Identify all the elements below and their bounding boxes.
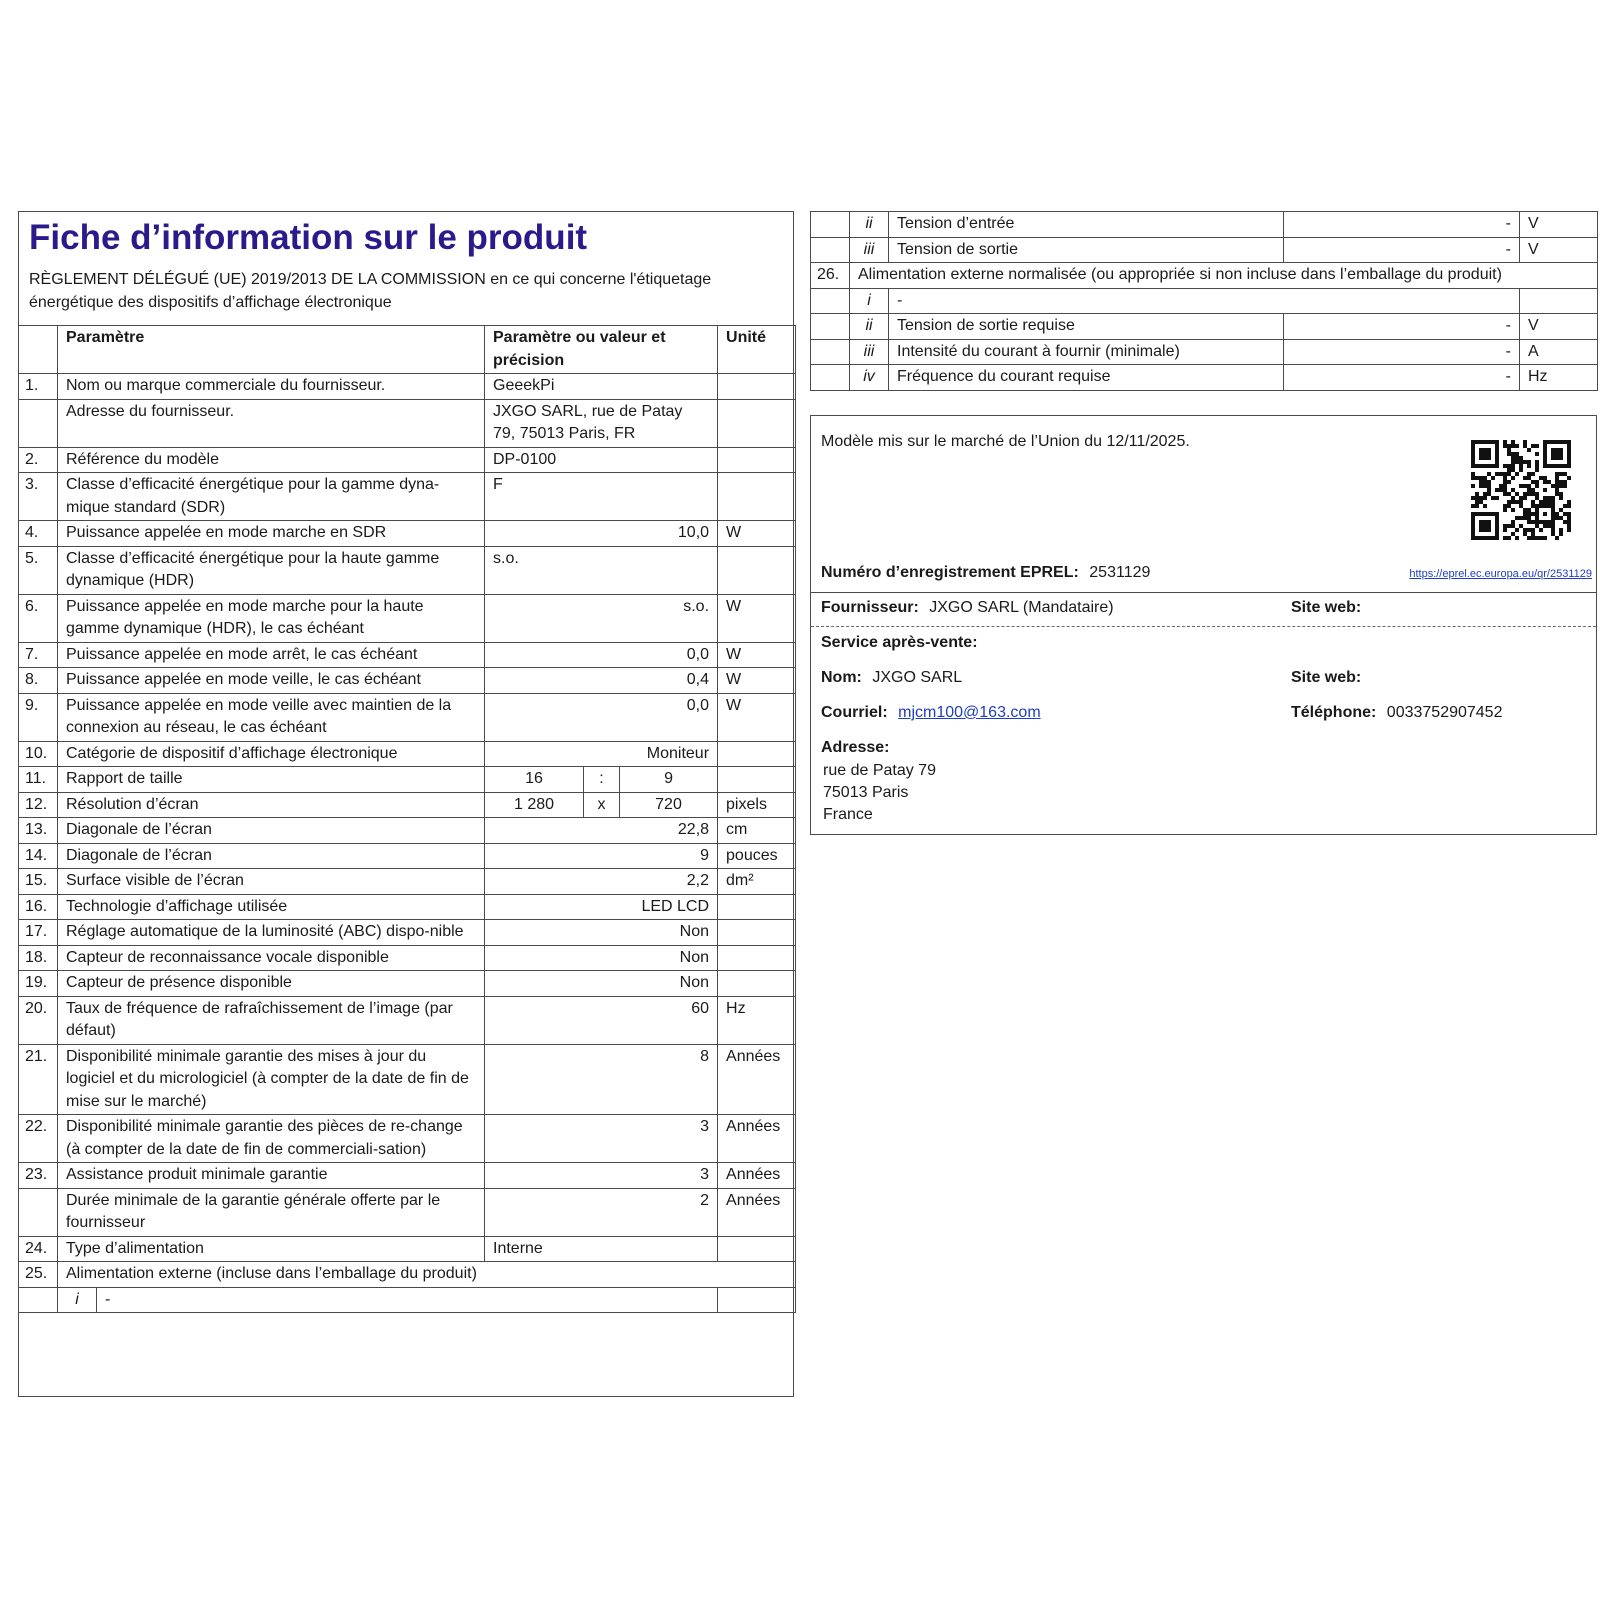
table-row (19, 374, 796, 400)
row-value: s.o. (485, 594, 718, 642)
table-row (19, 1044, 796, 1115)
row-unit: W (718, 594, 796, 642)
row-number: 24. (19, 1236, 58, 1262)
row-value: - (1284, 237, 1520, 263)
row-unit: A (1520, 339, 1598, 365)
row-number: 6. (19, 594, 58, 642)
table-row (19, 843, 796, 869)
table-row (19, 1163, 796, 1189)
row-unit: Hz (1520, 365, 1598, 391)
row-number: 15. (19, 869, 58, 895)
table-row (19, 447, 796, 473)
table-row (19, 971, 796, 997)
table-row (811, 365, 1598, 391)
sub-index: i (58, 1288, 97, 1313)
table-row (19, 668, 796, 694)
power-supply-table (810, 211, 1598, 391)
row-label: Disponibilité minimale garantie des mises à jour du logiciel et du micrologiciel (à compter de la date de fin de mise sur le marché) (58, 1044, 485, 1115)
row-value: Non (485, 945, 718, 971)
table-row (811, 288, 1598, 314)
row-value: 22,8 (485, 818, 718, 844)
address-block (823, 760, 936, 826)
row-label: Capteur de présence disponible (58, 971, 485, 997)
row-value: Interne (485, 1236, 718, 1262)
row-label: Tension de sortie (889, 237, 1284, 263)
row-number: 21. (19, 1044, 58, 1115)
row-number (811, 237, 850, 263)
row-label: Fréquence du courant requise (889, 365, 1284, 391)
market-date-text: Modèle mis sur le marché de l’Union du 12/11/2025. (821, 433, 1190, 450)
email-link[interactable]: mjcm100@163.com (898, 704, 1041, 721)
row-unit (718, 447, 796, 473)
row-unit: cm (718, 818, 796, 844)
sub-text: - (105, 1290, 111, 1308)
row-number: 4. (19, 521, 58, 547)
row-value: 9 (485, 843, 718, 869)
row-unit: W (718, 668, 796, 694)
row-label: Intensité du courant à fournir (minimale) (889, 339, 1284, 365)
row-unit (718, 546, 796, 594)
row-unit (718, 894, 796, 920)
row-unit (718, 945, 796, 971)
row-number: 18. (19, 945, 58, 971)
row-label: Disponibilité minimale garantie des pièces de re-change (à compter de la date de fin de commerciali-sation) (58, 1115, 485, 1163)
row-unit: V (1520, 314, 1598, 340)
product-info-sheet (18, 211, 794, 1397)
sub-index: ii (850, 314, 889, 340)
table-row (811, 339, 1598, 365)
row-unit (1520, 288, 1598, 314)
row-number: 25. (19, 1262, 58, 1288)
table-row (19, 473, 796, 521)
row-unit (718, 767, 796, 793)
table-row (19, 1188, 796, 1236)
phone-value: 0033752907452 (1386, 704, 1503, 721)
row-value: Moniteur (485, 741, 718, 767)
row-value-a: 1 280 (485, 792, 584, 818)
row-number (19, 399, 58, 447)
table-row (19, 521, 796, 547)
address-line: France (823, 806, 873, 823)
row-label: Puissance appelée en mode veille avec maintien de la connexion au réseau, le cas échéant (58, 693, 485, 741)
row-label: Tension d’entrée (889, 212, 1284, 238)
row-number: 23. (19, 1163, 58, 1189)
row-value: - (1284, 314, 1520, 340)
row-value: GeeekPi (485, 374, 718, 400)
address-label: Adresse: (821, 739, 890, 756)
row-value: 0,0 (485, 642, 718, 668)
row-number (811, 339, 850, 365)
row-label: Référence du modèle (58, 447, 485, 473)
eprel-number: 2531129 (1089, 564, 1151, 581)
row-unit: W (718, 642, 796, 668)
table-row (19, 693, 796, 741)
row-unit: Années (718, 1188, 796, 1236)
qr-code-icon[interactable] (1471, 440, 1571, 540)
website-label-2: Site web: (1291, 669, 1362, 686)
row-number: 22. (19, 1115, 58, 1163)
row-label: Nom ou marque commerciale du fournisseur. (58, 374, 485, 400)
supplier-label: Fournisseur: (821, 599, 919, 616)
table-row (811, 314, 1598, 340)
phone-label: Téléphone: (1291, 704, 1377, 721)
header-value: Paramètre ou valeur et précision (485, 326, 718, 374)
table-row (19, 945, 796, 971)
row-value: Non (485, 971, 718, 997)
row-unit (718, 473, 796, 521)
row-value: 0,0 (485, 693, 718, 741)
table-row (19, 818, 796, 844)
row-value-sep: : (584, 767, 620, 793)
sub-index: iii (850, 237, 889, 263)
row-value-sep: x (584, 792, 620, 818)
row-value: 3 (485, 1115, 718, 1163)
row-value: 3 (485, 1163, 718, 1189)
row-number (19, 1287, 58, 1313)
row-number: 13. (19, 818, 58, 844)
row-label: Puissance appelée en mode arrêt, le cas échéant (58, 642, 485, 668)
row-unit (718, 741, 796, 767)
row-unit: W (718, 521, 796, 547)
row-label: Réglage automatique de la luminosité (ABC) dispo-nible (58, 920, 485, 946)
row-value: F (485, 473, 718, 521)
service-label: Service après-vente: (821, 634, 978, 651)
table-row (19, 1262, 796, 1288)
eprel-label: Numéro d’enregistrement EPREL: (821, 564, 1079, 581)
table-row (811, 212, 1598, 238)
table-row (19, 792, 796, 818)
registration-box (810, 415, 1597, 835)
row-label: Assistance produit minimale garantie (58, 1163, 485, 1189)
row-value: 8 (485, 1044, 718, 1115)
table-header-row (19, 326, 796, 374)
row-number: 16. (19, 894, 58, 920)
row-label: Surface visible de l’écran (58, 869, 485, 895)
row-number: 5. (19, 546, 58, 594)
row-unit: V (1520, 212, 1598, 238)
row-value: Non (485, 920, 718, 946)
table-row (19, 546, 796, 594)
row-number: 3. (19, 473, 58, 521)
row-value: 60 (485, 996, 718, 1044)
row-value: DP-0100 (485, 447, 718, 473)
row-label: Type d’alimentation (58, 1236, 485, 1262)
table-row (19, 1287, 796, 1313)
regulation-subtitle: RÈGLEMENT DÉLÉGUÉ (UE) 2019/2013 DE LA COMMISSION en ce qui concerne l'étiquetage énergétique des dispositifs d’affichage électronique (29, 271, 712, 311)
row-number (19, 1188, 58, 1236)
row-label: Adresse du fournisseur. (58, 399, 485, 447)
row-label: Classe d’efficacité énergétique pour la gamme dyna-mique standard (SDR) (58, 473, 485, 521)
row-unit (718, 1236, 796, 1262)
row-value: - (1284, 339, 1520, 365)
name-label: Nom: (821, 669, 862, 686)
row-unit: Années (718, 1163, 796, 1189)
eprel-link[interactable]: https://eprel.ec.europa.eu/qr/2531129 (1409, 568, 1592, 580)
row-number: 26. (811, 263, 850, 289)
row-label: Puissance appelée en mode marche pour la haute gamme dynamique (HDR), le cas échéant (58, 594, 485, 642)
row-value-b: 9 (620, 767, 718, 793)
table-row (811, 263, 1598, 289)
table-row (19, 920, 796, 946)
row-label: Rapport de taille (58, 767, 485, 793)
row-value: LED LCD (485, 894, 718, 920)
address-line: 75013 Paris (823, 784, 909, 801)
email-label: Courriel: (821, 704, 888, 721)
name-value: JXGO SARL (872, 669, 963, 686)
row-number: 14. (19, 843, 58, 869)
row-label: Diagonale de l’écran (58, 818, 485, 844)
row-number: 7. (19, 642, 58, 668)
row-unit: V (1520, 237, 1598, 263)
row-value: s.o. (485, 546, 718, 594)
row-unit (718, 920, 796, 946)
table-row (19, 741, 796, 767)
row-value: - (1284, 212, 1520, 238)
dashed-divider (811, 626, 1596, 627)
row-unit (718, 399, 796, 447)
header-param: Paramètre (58, 326, 485, 374)
row-unit: dm² (718, 869, 796, 895)
sub-index: iv (850, 365, 889, 391)
row-number (811, 212, 850, 238)
row-label: Technologie d’affichage utilisée (58, 894, 485, 920)
row-label: Puissance appelée en mode veille, le cas échéant (58, 668, 485, 694)
row-number: 1. (19, 374, 58, 400)
parameter-table (18, 325, 796, 1313)
row-number: 19. (19, 971, 58, 997)
row-number: 2. (19, 447, 58, 473)
row-number: 10. (19, 741, 58, 767)
row-label: Classe d’efficacité énergétique pour la haute gamme dynamique (HDR) (58, 546, 485, 594)
table-row (19, 1115, 796, 1163)
header-num (19, 326, 58, 374)
sub-index: ii (850, 212, 889, 238)
row-unit: Hz (718, 996, 796, 1044)
row-number (811, 314, 850, 340)
row-value: JXGO SARL, rue de Patay 79, 75013 Paris, FR (485, 399, 718, 447)
sub-index: iii (850, 339, 889, 365)
header-unit: Unité (718, 326, 796, 374)
row-label: Durée minimale de la garantie générale offerte par le fournisseur (58, 1188, 485, 1236)
row-unit: pixels (718, 792, 796, 818)
row-number (811, 365, 850, 391)
supplier-value: JXGO SARL (Mandataire) (929, 599, 1114, 616)
row-value: 2,2 (485, 869, 718, 895)
row-unit: Années (718, 1115, 796, 1163)
row-number: 11. (19, 767, 58, 793)
address-line: rue de Patay 79 (823, 762, 936, 779)
table-row (19, 894, 796, 920)
row-unit: W (718, 693, 796, 741)
row-number: 8. (19, 668, 58, 694)
table-row (19, 642, 796, 668)
row-label: Alimentation externe normalisée (ou appropriée si non incluse dans l’emballage du produit) (850, 263, 1598, 289)
table-row (19, 594, 796, 642)
row-unit: Années (718, 1044, 796, 1115)
row-value: 10,0 (485, 521, 718, 547)
row-unit (718, 971, 796, 997)
row-label: Catégorie de dispositif d’affichage électronique (58, 741, 485, 767)
row-value-b: 720 (620, 792, 718, 818)
website-label: Site web: (1291, 599, 1362, 616)
row-label: Puissance appelée en mode marche en SDR (58, 521, 485, 547)
row-value-a: 16 (485, 767, 584, 793)
table-row (19, 767, 796, 793)
row-value: 2 (485, 1188, 718, 1236)
row-unit (718, 1287, 796, 1313)
row-label: Capteur de reconnaissance vocale disponible (58, 945, 485, 971)
page-title: Fiche d’information sur le produit (29, 218, 588, 257)
row-number: 9. (19, 693, 58, 741)
row-label: Diagonale de l’écran (58, 843, 485, 869)
row-number (811, 288, 850, 314)
row-number: 17. (19, 920, 58, 946)
table-row (19, 1236, 796, 1262)
row-label: Résolution d’écran (58, 792, 485, 818)
row-label: - (889, 288, 1520, 314)
row-number: 20. (19, 996, 58, 1044)
row-label: Alimentation externe (incluse dans l’emballage du produit) (58, 1262, 796, 1288)
table-row (19, 399, 796, 447)
table-row (19, 869, 796, 895)
table-row (811, 237, 1598, 263)
sub-index: i (850, 288, 889, 314)
sub-row-cell (58, 1287, 718, 1313)
row-value: - (1284, 365, 1520, 391)
table-row (19, 996, 796, 1044)
row-number: 12. (19, 792, 58, 818)
row-unit: pouces (718, 843, 796, 869)
row-label: Taux de fréquence de rafraîchissement de l’image (par défaut) (58, 996, 485, 1044)
row-value: 0,4 (485, 668, 718, 694)
divider (811, 592, 1596, 593)
row-label: Tension de sortie requise (889, 314, 1284, 340)
row-unit (718, 374, 796, 400)
